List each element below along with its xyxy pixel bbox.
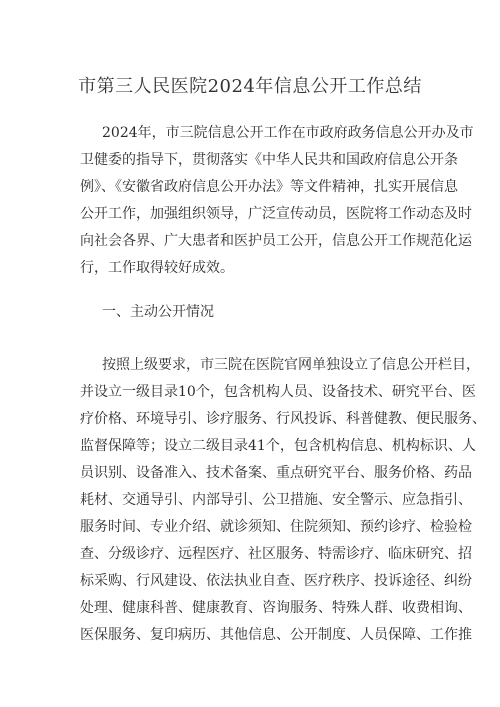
paragraph-line: 并设立一级目录10个，包含机构人员、设备技术、研究平台、医 [80,384,476,400]
section-heading: 一、主动公开情况 [102,304,214,320]
paragraph-line: 按照上级要求，市三院在医院官网单独设立了信息公开栏目， [102,357,480,373]
paragraph-line: 查、分级诊疗、远程医疗、社区服务、特需诊疗、临床研究、招 [80,546,472,562]
paragraph-line: 公开工作，加强组织领导，广泛宣传动员，医院将工作动态及时 [80,206,472,222]
paragraph-line: 行，工作取得较好成效。 [80,260,234,276]
paragraph-line: 员识别、设备准入、技术备案、重点研究平台、服务价格、药品 [80,465,472,481]
paragraph-line: 服务时间、专业介绍、就诊须知、住院须知、预约诊疗、检验检 [80,519,472,535]
body-paragraph [80,352,486,649]
paragraph-line: 2024年，市三院信息公开工作在市政府政务信息公开办及市 [102,125,474,141]
intro-paragraph [80,120,474,282]
paragraph-line: 标采购、行风建设、依法执业自查、医疗秩序、投诉途径、纠纷 [80,573,472,589]
paragraph-line: 处理、健康科普、健康教育、咨询服务、特殊人群、收费相询、 [80,600,472,616]
paragraph-line: 医保服务、复印病历、其他信息、公开制度、人员保障、工作推 [80,627,472,643]
paragraph-line: 耗材、交通导引、内部导引、公卫措施、安全警示、应急指引、 [80,492,472,508]
paragraph-line: 例》、《安徽省政府信息公开办法》等文件精神，扎实开展信息 [80,179,458,195]
paragraph-line: 卫健委的指导下，贯彻落实《中华人民共和国政府信息公开条 [80,152,458,168]
page-title: 市第三人民医院2024年信息公开工作总结 [78,76,422,97]
paragraph-line: 疗价格、环境导引、诊疗服务、行风投诉、科普健教、便民服务、 [80,411,486,427]
paragraph-line: 监督保障等；设立二级目录41个，包含机构信息、机构标识、人 [80,438,476,454]
paragraph-line: 向社会各界、广大患者和医护员工公开，信息公开工作规范化运 [80,233,472,249]
